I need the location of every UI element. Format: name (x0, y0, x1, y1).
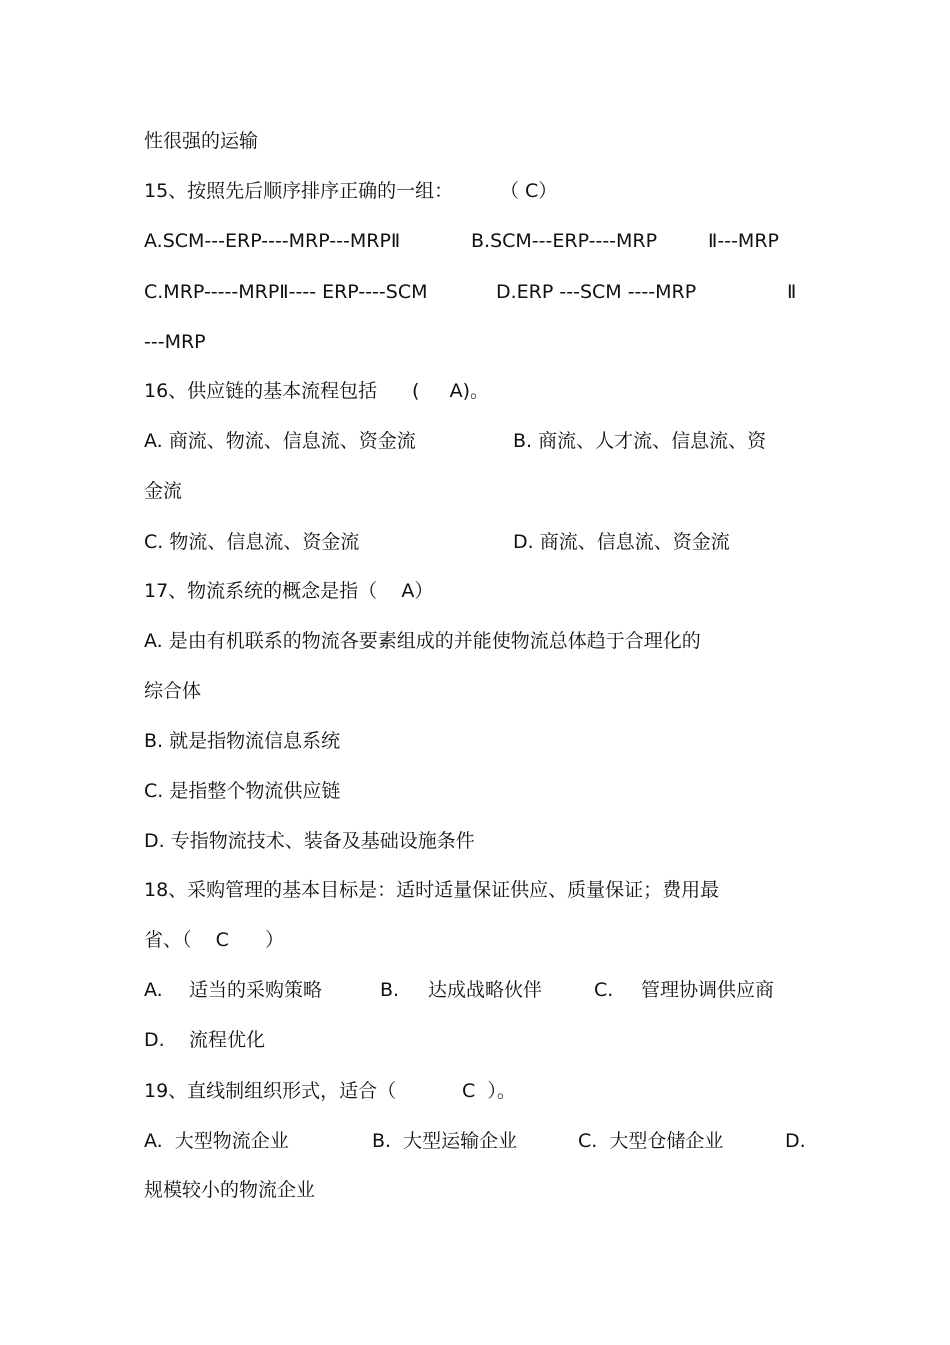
q19-stem: 19、直线制组织形式，适合（ (144, 1080, 397, 1102)
q16-option-b: B. 商流、人才流、信息流、资 (513, 430, 767, 452)
q19-option-a: A. 大型物流企业 (144, 1130, 289, 1152)
q17-option-a-line (144, 626, 701, 656)
q16-option-c: C. 物流、信息流、资金流 (144, 531, 360, 553)
q19-answer: C ）。 (462, 1080, 516, 1102)
q18-stem-line (144, 875, 720, 905)
q17-option-b-line (144, 726, 341, 756)
q18-options-line (144, 975, 775, 1005)
q15-option-d-tail: ---MRP (144, 331, 206, 353)
q15-stem-line (144, 176, 558, 206)
q18-option-d-line (144, 1025, 266, 1055)
q17-option-c: C. 是指整个物流供应链 (144, 780, 341, 802)
q19-option-d-letter: D. (785, 1130, 806, 1152)
q16-stem-line (144, 376, 490, 406)
q18-option-b-text: 达成战略伙伴 (428, 979, 543, 1001)
q17-option-a-tail: 综合体 (144, 680, 202, 702)
q19-option-d-wrap-line (144, 1175, 316, 1205)
q15-stem: 15、按照先后顺序排序正确的一组： (144, 180, 454, 202)
q18-option-c-text: 管理协调供应商 (641, 979, 775, 1001)
q16-option-b-wrap-line (144, 476, 183, 506)
q15-option-b: B.SCM---ERP----MRP (471, 230, 658, 252)
q15-options-ab-line (144, 226, 779, 256)
q16-stem: 16、供应链的基本流程包括 (144, 380, 378, 402)
q18-stem-tail: 省、（ C ） (144, 929, 285, 951)
q19-option-c: C. 大型仓储企业 (578, 1130, 724, 1152)
q17-option-a: A. 是由有机联系的物流各要素组成的并能使物流总体趋于合理化的 (144, 630, 701, 652)
q18-stem: 18、采购管理的基本目标是：适时适量保证供应、质量保证；费用最 (144, 879, 720, 901)
q19-stem-line (144, 1076, 516, 1106)
q18-option-a-text: 适当的采购策略 (189, 979, 323, 1001)
q16-options-cd-line (144, 527, 730, 557)
q17-stem: 17、物流系统的概念是指（ A） (144, 580, 434, 602)
q15-option-d-roman: Ⅱ (787, 281, 797, 303)
q16-option-a: A. 商流、物流、信息流、资金流 (144, 430, 416, 452)
q18-option-c-letter: C. (594, 979, 614, 1001)
q16-options-ab-line (144, 426, 767, 456)
q19-options-line (144, 1126, 806, 1156)
q19-option-b: B. 大型运输企业 (372, 1130, 518, 1152)
q19-option-d-text: 规模较小的物流企业 (144, 1179, 316, 1201)
q17-option-c-line (144, 776, 341, 806)
q14-continuation: 性很强的运输 (144, 130, 259, 152)
q15-option-d: D.ERP ---SCM ----MRP (496, 281, 697, 303)
q18-option-d-letter: D. (144, 1029, 165, 1051)
q14-continuation-line (144, 126, 259, 156)
q18-option-a-letter: A. (144, 979, 163, 1001)
q15-answer: （ C） (500, 180, 558, 202)
q18-option-b-letter: B. (380, 979, 400, 1001)
q18-option-d-text: 流程优化 (189, 1029, 266, 1051)
q15-option-a: A.SCM---ERP----MRP---MRPⅡ (144, 230, 401, 252)
q17-option-b: B. 就是指物流信息系统 (144, 730, 341, 752)
q16-answer: ( A)。 (412, 380, 490, 402)
q15-option-d-wrap-line (144, 327, 206, 357)
q15-option-b-tail: Ⅱ---MRP (708, 230, 779, 252)
q16-option-b-tail: 金流 (144, 480, 183, 502)
q17-option-d-line (144, 826, 475, 856)
q17-stem-line (144, 576, 434, 606)
q15-options-cd-line (144, 277, 797, 307)
q15-option-c: C.MRP-----MRPⅡ---- ERP----SCM (144, 281, 428, 303)
q16-option-d: D. 商流、信息流、资金流 (513, 531, 730, 553)
q17-option-d: D. 专指物流技术、装备及基础设施条件 (144, 830, 475, 852)
q17-option-a-wrap-line (144, 676, 202, 706)
q18-stem-wrap-line (144, 925, 285, 955)
